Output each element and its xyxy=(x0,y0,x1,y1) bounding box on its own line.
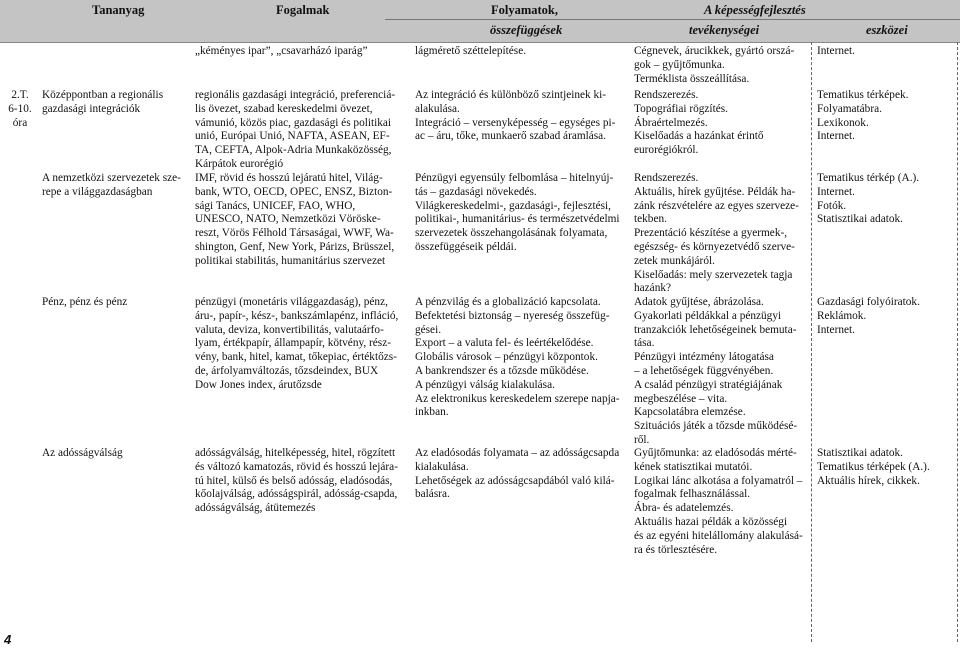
cell-fogalmak: „kéményes ipar”, „csavarházó iparág” xyxy=(195,45,368,57)
cell-tevekenysegei: Rendszerezés. Aktuális, hírek gyűjtése. Példák ha- zánk részvételére az egyes szerveze- tekben. Prezentáció készítése a gyermek-, egészség- és környezetvédő szerve- zetek munkájáról. Kiselőadás: mely szervezetek tagja hazánk? xyxy=(634,172,799,295)
cell-fogalmak: pénzügyi (monetáris világgazdaság), pénz, áru-, papír-, kész-, bankszámlapénz, infláció, valuta, deviza, konvertibilitás, valutaárfo- lyam, értékpapír, állampapír, kötvény, rész- vény, bank, hitel, kamat, tőkepiac, értéktőzs- de, árfolyamváltozás, tőzsdeindex, BUX Dow Jones index, árutőzsde xyxy=(195,296,399,391)
cell-eszkozei: Tematikus térkép (A.). Internet. Fotók. Statisztikai adatok. xyxy=(817,172,920,226)
column-separator xyxy=(957,42,958,642)
cell-fogalmak: IMF, rövid és hosszú lejáratú hitel, Világ- bank, WTO, OECD, OPEC, ENSZ, Bizton- sági Tanács, UNICEF, FAO, WHO, UNESCO, NATO, Nemzetközi Vöröske- reszt, Vörös Félhold Társaságai, WWF, Wa- shington, Genf, New York, Párizs, Brüsszel, politikai stabilitás, humanitárius szervezet xyxy=(195,172,395,267)
header-fogalmak: Fogalmak xyxy=(276,3,330,17)
cell-tevekenysegei: Rendszerezés. Topográfiai rögzítés. Ábraértelmezés. Kiselőadás a hazánkat érintő eurorégiókról. xyxy=(634,89,764,157)
cell-time: 2.T. 6-10. óra xyxy=(8,89,32,129)
cell-tananyag: A nemzetközi szervezetek sze- repe a világgazdaságban xyxy=(42,172,181,198)
cell-tananyag: Pénz, pénz és pénz xyxy=(42,296,128,308)
column-separator xyxy=(811,42,812,642)
header-folyamatok: Folyamatok, xyxy=(491,3,559,17)
header-kepessegfejlesztes: A képességfejlesztés xyxy=(704,3,806,17)
cell-fogalmak: regionális gazdasági integráció, preferenciá- lis övezet, szabad kereskedelmi övezet, vámunió, közös piac, gazdasági és politikai unió, Európai Unió, NAFTA, ASEAN, EF- TA, CEFTA, Alpok-Adria Munkaközösség, Kárpátok eurorégió xyxy=(195,89,396,170)
cell-folyamatok: Az integráció és különböző szintjeinek ki- alakulása. Integráció – versenyképesség – egységes pi- ac – áru, tőke, munkaerő szabad áramlása. xyxy=(415,89,616,143)
header-eszkozei: eszközei xyxy=(866,23,908,37)
cell-tananyag: Középpontban a regionális gazdasági integrációk xyxy=(42,89,164,115)
cell-eszkozei: Gazdasági folyóiratok. Reklámok. Internet. xyxy=(817,296,920,336)
cell-tevekenysegei: Gyűjtőmunka: az eladósodás mérté- kének statisztikai mutatói. Logikai lánc alkotása a folyamatról – fogalmak felhasználással. Ábra- és adatelemzés. Aktuális hazai példák a közösségi és az egyéni hitelállomány alakulásá- ra és törlesztésére. xyxy=(634,447,803,556)
cell-folyamatok: lágmérető széttelepítése. xyxy=(415,45,527,57)
cell-tevekenysegei: Cégnevek, árucikkek, gyártó orszá- gok – gyűjtőmunka. Terméklista összeállítása. xyxy=(634,45,795,85)
cell-folyamatok: A pénzvilág és a globalizáció kapcsolata. Befektetési biztonság – nyereség összefüg- gései. Export – a valuta fel- és leértékelődése. Globális városok – pénzügyi központok. A bankrendszer és a tőzsde működése. A pénzügyi válság kialakulása. Az elektronikus kereskedelem szerepe napja- inkban. xyxy=(415,296,620,419)
header-divider xyxy=(385,19,960,20)
cell-folyamatok: Pénzügyi egyensúly felbomlása – hitelnyúj- tás – gazdasági növekedés. Világkereskedelmi-, gazdasági-, fejlesztési, politikai-, humanitárius- és természetvédelmi szervezetek összehangolásának folyamata, összefüggéseik példái. xyxy=(415,172,620,253)
cell-tananyag: Az adósságválság xyxy=(42,447,123,459)
header-tevekenysegei: tevékenységei xyxy=(689,23,760,37)
page-number: 4 xyxy=(4,632,12,647)
header-osszefuggesek: összefüggések xyxy=(490,23,563,37)
header-tananyag: Tananyag xyxy=(92,3,145,17)
cell-folyamatok: Az eladósodás folyamata – az adósságcsapda kialakulása. Lehetőségek az adósságcsapdából való kilá- balásra. xyxy=(415,447,620,501)
cell-tevekenysegei: Adatok gyűjtése, ábrázolása. Gyakorlati példákkal a pénzügyi tranzakciók lehetőségeinek bemuta- tása. Pénzügyi intézmény látogatása – a lehetőségek függvényében. A család pénzügyi stratégiájának megbeszélése – vita. Kapcsolatábra elemzése. Szituációs játék a tőzsde működésé- ről. xyxy=(634,296,798,446)
cell-eszkozei: Statisztikai adatok. Tematikus térképek (A.). Aktuális hírek, cikkek. xyxy=(817,447,930,487)
cell-eszkozei: Tematikus térképek. Folyamatábra. Lexikonok. Internet. xyxy=(817,89,909,143)
cell-fogalmak: adósságválság, hitelképesség, hitel, rögzített és változó kamatozás, rövid és hosszú lejára- tú hitel, külső és belső adósság, eladósodás, kőolajválság, adósságspirál, adósság-csapda, adósságválság, átütemezés xyxy=(195,447,398,515)
cell-eszkozei: Internet. xyxy=(817,45,855,57)
table-header xyxy=(0,0,960,43)
